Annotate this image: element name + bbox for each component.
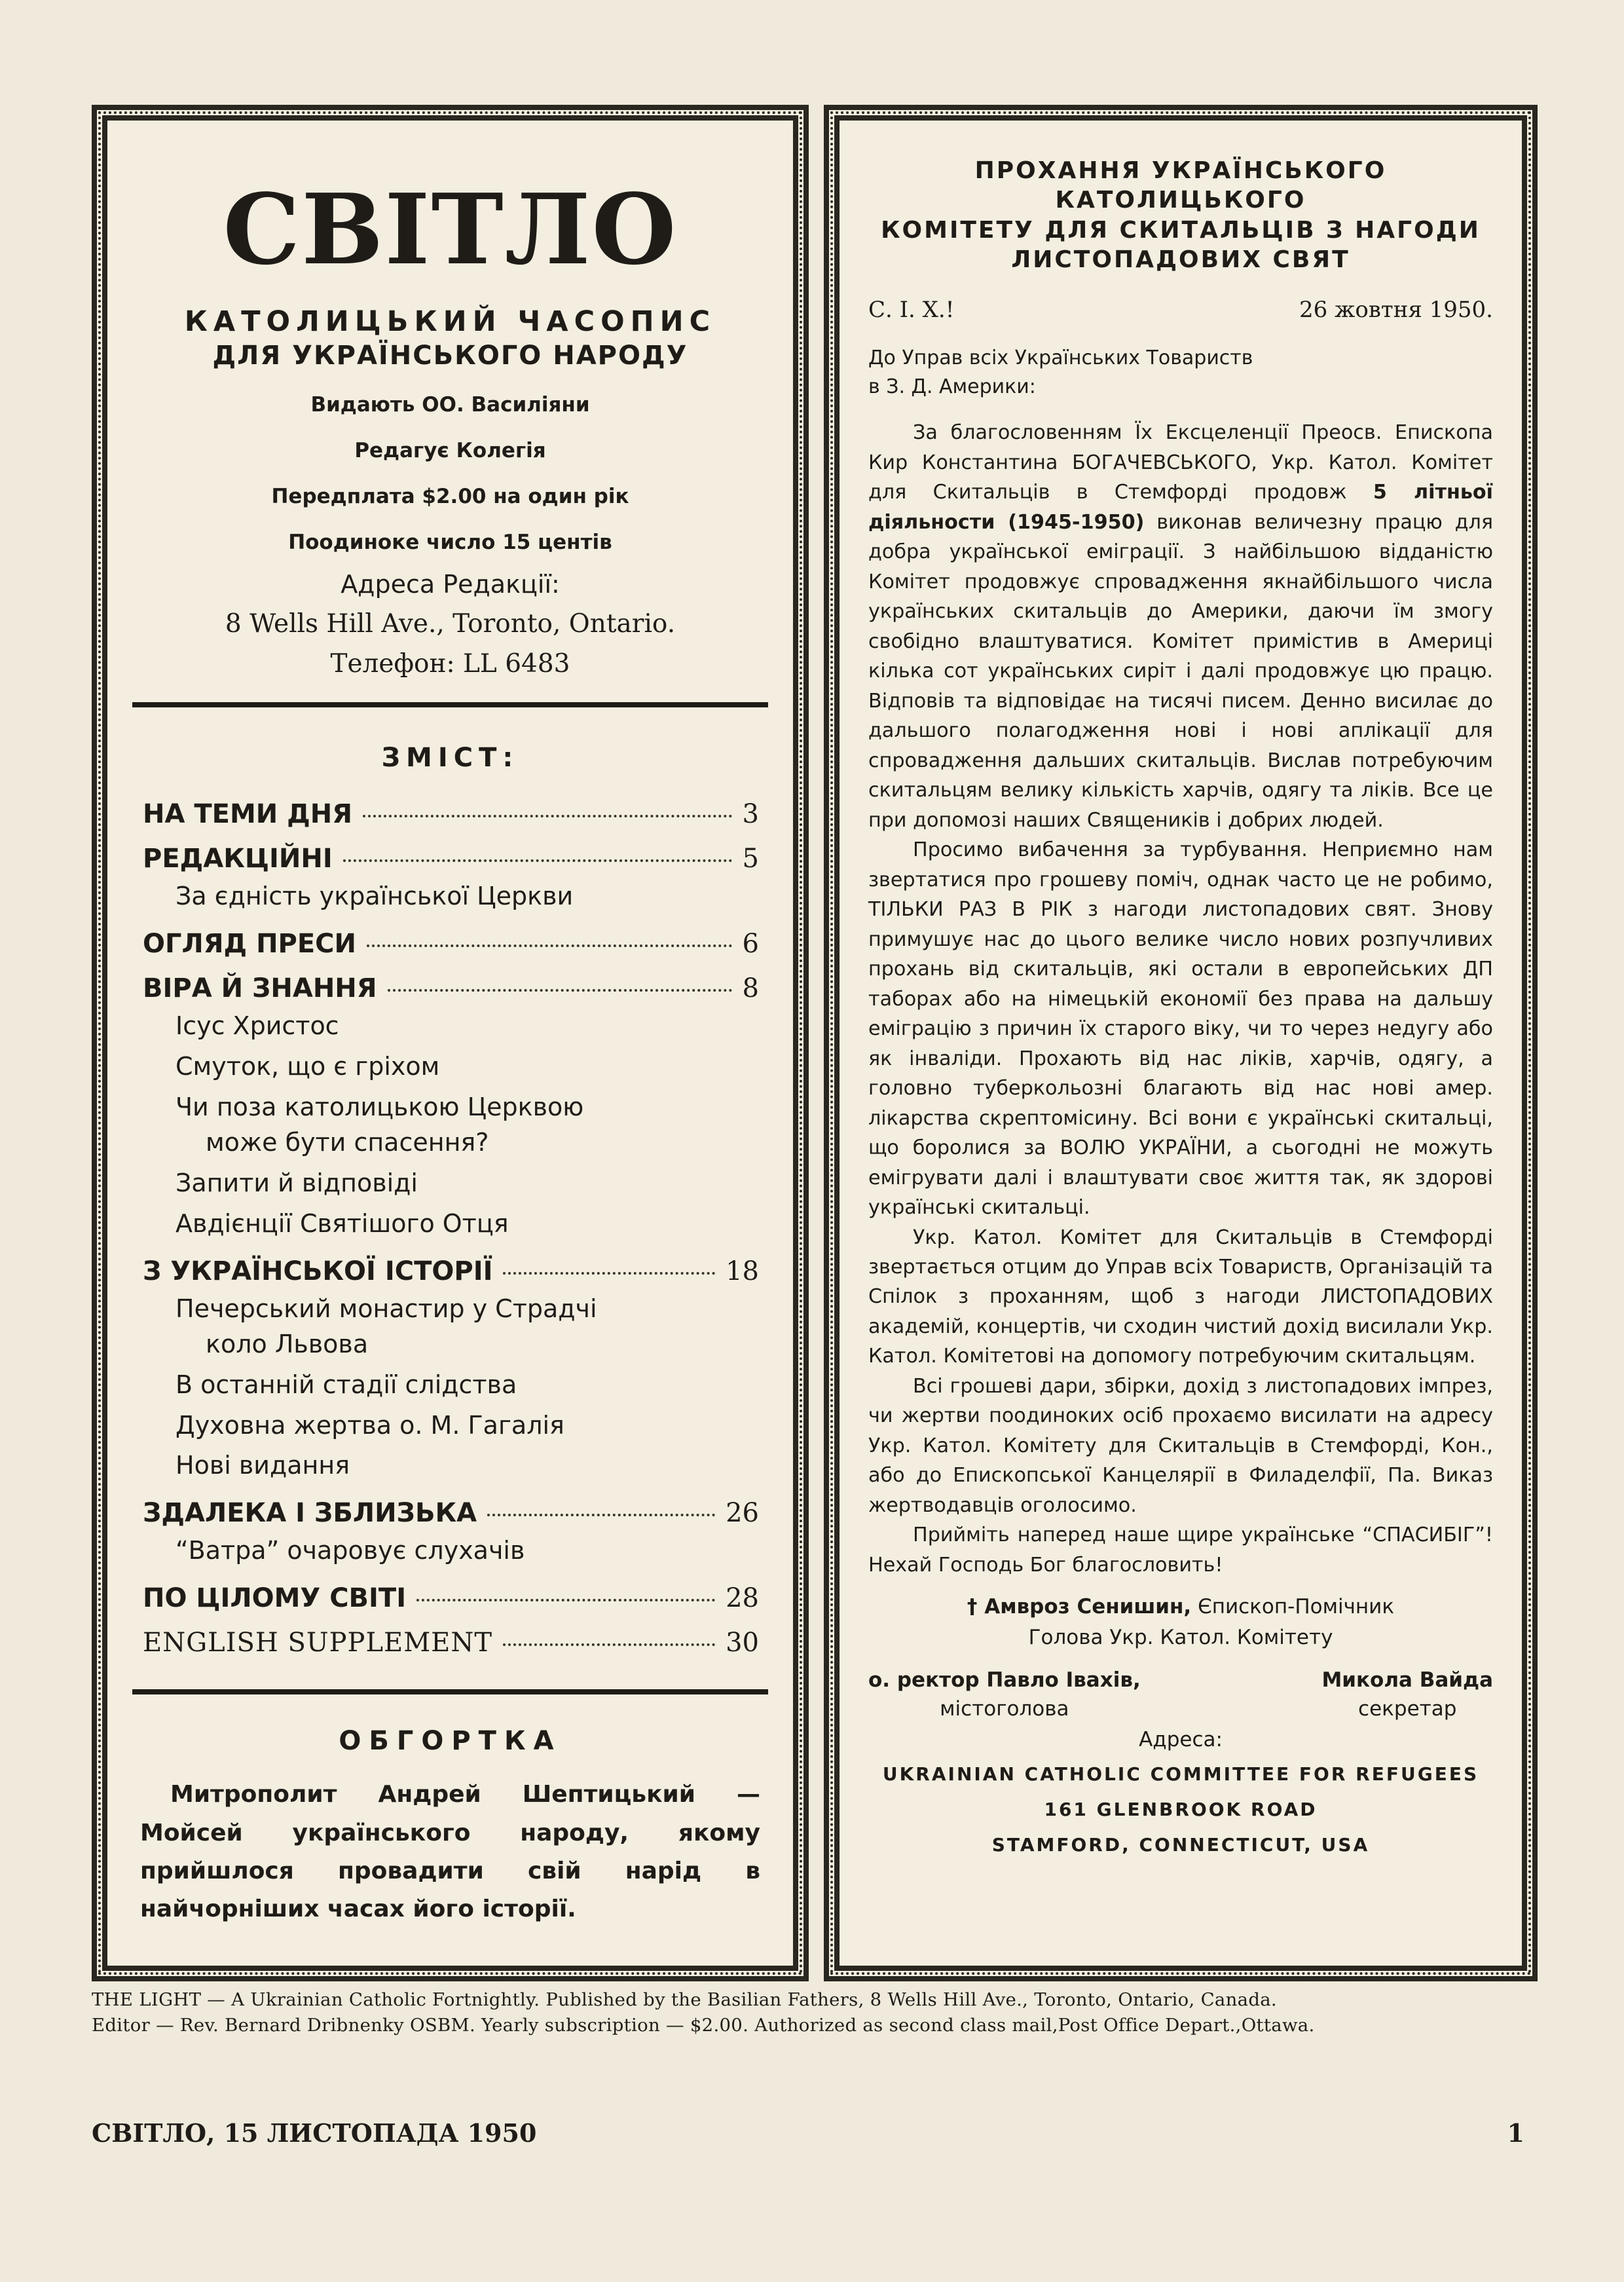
contents-heading: ЗМІСТ:	[381, 743, 519, 773]
contents-section	[143, 799, 759, 829]
greeting: С. І. Х.!	[868, 297, 955, 324]
letter-paragraph: За благословенням Їх Ексцеленції Преосв. Епископа Кир Константина БОГАЧЕВСЬКОГО, Укр. Катол. Комітет для Скитальців в Стемфорді продовж 5 літньої діяльности (1945-1950) виконав величезну працю для добра української еміграції. З найбільшою відданістю Комітет продовжує спровадження якнайбільшого числа українських скитальців до Америки, даючи їм змогу свобідно влаштуватися. Комітет примістив в Америці кілька сот українських сиріт і далі продовжує цю працю. Відповів та відповідає на тисячі писем. Денно висилає до дальшого полагодження нові і нові аплікації для спровадження дальших скитальців. Вислав потребуючим скитальцям велику кількість харчів, одягу та ліків. Все це при допомозі наших Священиків і добрих людей.	[868, 421, 1494, 832]
contents-section-title: НА ТЕМИ ДНЯ	[143, 799, 353, 829]
letter-paragraph: Просимо вибачення за турбування. Неприємно нам звертатися про грошеву поміч, однак часто це не робимо, ТІЛЬКИ РАЗ В РІК з нагоди листопадових свят. Знову примушує нас до цього велике число нових розпучливих прохань від скитальців, які остали в европейських ДП таборах або на німецькій економії без права на дальшу еміграцію з причин їх старого віку, чи то через недугу або як інваліди. Прохають від нас ліків, харчів, одягу, а головно туберкольозні благають від нас нові амер. лікарства скрептомісину. Всі вони є українські скитальці, що боролися за ВОЛЮ УКРАЇНИ, а сьогодні не можуть емігрувати далі і влаштувати своє життя так, як здорові українські скитальці.	[868, 838, 1493, 1220]
dot-leader	[363, 815, 731, 817]
dot-leader	[503, 1643, 715, 1646]
contents-article: Ісус Христос	[175, 1011, 339, 1040]
addressee-line: До Управ всіх Українських Товариств	[868, 346, 1253, 370]
subscription-line: Передплата $2.00 на один рік	[271, 485, 629, 508]
contents-article: Смуток, що є гріхом	[175, 1051, 440, 1081]
signatory-name: † Амвроз Сенишин,	[967, 1595, 1192, 1619]
contents-article: Духовна жертва о. М. Гагалія	[175, 1410, 564, 1440]
contents-article: Нові видання	[175, 1451, 350, 1480]
publisher-line: Видають ОО. Василіяни	[310, 393, 590, 417]
dot-leader	[487, 1514, 715, 1516]
contents-page-number: 8	[742, 973, 759, 1003]
divider	[132, 702, 768, 707]
dot-leader	[388, 989, 732, 992]
contents-article: Чи поза католицькою Церквою	[175, 1092, 584, 1121]
left-signer-name: о. ректор Павло Івахів,	[868, 1668, 1141, 1692]
right-signer-role: секретар	[1358, 1697, 1457, 1721]
magazine-subtitle: КАТОЛИЦЬКИЙ ЧАСОПИС	[184, 305, 716, 338]
bishop-signature	[868, 1592, 1493, 1622]
letter-paragraph: Прийміть наперед наше щире українське “СПАСИБІГ”! Нехай Господь Бог благословить!	[868, 1524, 1493, 1577]
address-line: STAMFORD, CONNECTICUT, USA	[991, 1833, 1370, 1856]
right-column	[868, 144, 1493, 1942]
signatory-role: Голова Укр. Катол. Комітету	[1028, 1626, 1333, 1650]
contents-article: Печерський монастир у Страдчі	[175, 1294, 597, 1323]
contents-section-title: ENGLISH SUPPLEMENT	[143, 1628, 493, 1658]
addressee	[868, 344, 1493, 401]
letter-date: 26 жовтня 1950.	[1299, 297, 1493, 324]
address-line: 161 GLENBROOK ROAD	[1044, 1799, 1318, 1821]
page-number: 1	[1507, 2118, 1524, 2148]
address-line: UKRAINIAN CATHOLIC COMMITTEE FOR REFUGEES	[882, 1763, 1479, 1786]
contents-section	[143, 1583, 759, 1613]
dot-leader	[503, 1272, 715, 1275]
dot-leader	[367, 945, 732, 947]
addressee-line: в З. Д. Америки:	[868, 375, 1036, 398]
contents-article: коло Львова	[206, 1329, 369, 1358]
contents-section	[143, 973, 759, 1003]
editorial-address-label: Адреса Редакції:	[341, 570, 560, 599]
contents-article: За єдність української Церкви	[175, 882, 574, 910]
emphasis: 5 літньої діяльности (1945-1950)	[868, 481, 1494, 534]
contents-page-number: 26	[726, 1498, 759, 1529]
contents-section-title: ОГЛЯД ПРЕСИ	[143, 928, 357, 959]
contents-article: Авдієнції Святішого Отця	[175, 1208, 509, 1238]
right-signer-name: Микола Вайда	[1321, 1668, 1493, 1692]
contents-article: “Ватра” очаровує слухачів	[175, 1536, 525, 1565]
contents-section-title: ПО ЦІЛОМУ СВІТІ	[143, 1583, 407, 1614]
imprint-line: THE LIGHT — A Ukrainian Catholic Fortnightly. Published by the Basilian Fathers, 8 Wells Hill Ave., Toronto, Ontario, Canada.	[92, 1989, 1277, 2010]
greeting-row	[868, 297, 1493, 323]
contents-article: В останній стадії слідства	[175, 1370, 517, 1399]
left-signer-role: містоголова	[940, 1697, 1069, 1721]
contents-page-number: 18	[726, 1256, 759, 1286]
dot-leader	[343, 859, 732, 862]
contents-section	[143, 1498, 759, 1528]
contents-page-number: 28	[726, 1583, 759, 1614]
signature-block	[868, 1592, 1493, 1653]
editorial-address: 8 Wells Hill Ave., Toronto, Ontario.	[225, 609, 676, 639]
left-signer	[868, 1666, 1141, 1725]
contents-section	[143, 1628, 759, 1658]
co-signers	[868, 1666, 1493, 1725]
letter-body	[868, 418, 1493, 1580]
contents-article: Запити й відповіді	[175, 1168, 418, 1197]
contents-section-title: ЗДАЛЕКА І ЗБЛИЗЬКА	[143, 1498, 477, 1529]
appeal-title-line: ПРОХАННЯ УКРАЇНСЬКОГО КАТОЛИЦЬКОГО	[974, 157, 1387, 214]
contents-section-title: З УКРАЇНСЬКОЇ ІСТОРІЇ	[143, 1256, 493, 1286]
signatory-title: Єпископ-Помічник	[1198, 1595, 1395, 1619]
committee-address	[868, 1757, 1493, 1862]
appeal-title-line: ЛИСТОПАДОВИХ СВЯТ	[1011, 246, 1350, 274]
contents-section-title: РЕДАКЦІЙНІ	[143, 844, 333, 874]
contents-section	[143, 844, 759, 874]
imprint-line: Editor — Rev. Bernard Dribnenky OSBM. Yearly subscription — $2.00. Authorized as second class mail,Post Office Depart.,Ottawa.	[92, 2014, 1315, 2036]
cover-heading: ОБГОРТКА	[339, 1726, 562, 1757]
single-issue-price: Поодиноке число 15 центів	[288, 531, 612, 554]
contents-section-title: ВІРА Й ЗНАННЯ	[143, 973, 377, 1003]
right-column-frame	[824, 105, 1538, 1981]
contents-page-number: 3	[742, 799, 759, 829]
committee-address-label: Адреса:	[1139, 1728, 1223, 1752]
left-column-frame	[92, 105, 809, 1981]
masthead	[136, 172, 764, 679]
magazine-subtitle-2: ДЛЯ УКРАЇНСЬКОГО НАРОДУ	[212, 341, 688, 371]
left-column	[136, 144, 764, 1942]
contents-section	[143, 1256, 759, 1286]
issue-footer: СВІТЛО, 15 ЛИСТОПАДА 1950	[92, 2118, 537, 2148]
contents-page-number: 30	[726, 1628, 759, 1658]
letter-paragraph: Всі грошеві дари, збірки, дохід з листопадових імпрез, чи жертви поодиноких осіб прохаємо висилати на адресу Укр. Катол. Комітету для Скитальців в Стемфорді, Кон., або до Епископської Канцелярії в Филаделфії, Па. Виказ жертводавців оголосимо.	[868, 1374, 1493, 1517]
cover-caption: Митрополит Андрей Шептицький — Мойсей українського народу, якому прийшлося провадити свій нарід в найчорніших часах його історії.	[140, 1781, 760, 1923]
divider	[132, 1689, 768, 1694]
letter-paragraph: Укр. Катол. Комітет для Скитальців в Стемфорді звертається отцим до Управ всіх Товариств, Організацій та Спілок з проханням, щоб з нагоди ЛИСТОПАДОВИХ академій, концертів, чи сходин чистий дохід висилали Укр. Катол. Комітетові на допомогу потребуючим скитальцям.	[868, 1225, 1493, 1368]
right-signer	[1321, 1666, 1493, 1725]
magazine-title: СВІТЛО	[223, 172, 678, 286]
contents-section	[143, 929, 759, 959]
editorial-phone: Телефон: LL 6483	[330, 649, 570, 679]
contents-article: може бути спасення?	[206, 1127, 489, 1157]
appeal-title	[868, 156, 1493, 274]
table-of-contents	[136, 799, 764, 1658]
editor-line: Редагує Колегія	[354, 439, 546, 462]
imprint	[92, 1987, 1538, 2038]
appeal-title-line: КОМІТЕТУ ДЛЯ СКИТАЛЬЦІВ З НАГОДИ	[881, 216, 1481, 244]
dot-leader	[416, 1599, 715, 1601]
contents-page-number: 6	[742, 928, 759, 959]
contents-page-number: 5	[742, 844, 759, 874]
